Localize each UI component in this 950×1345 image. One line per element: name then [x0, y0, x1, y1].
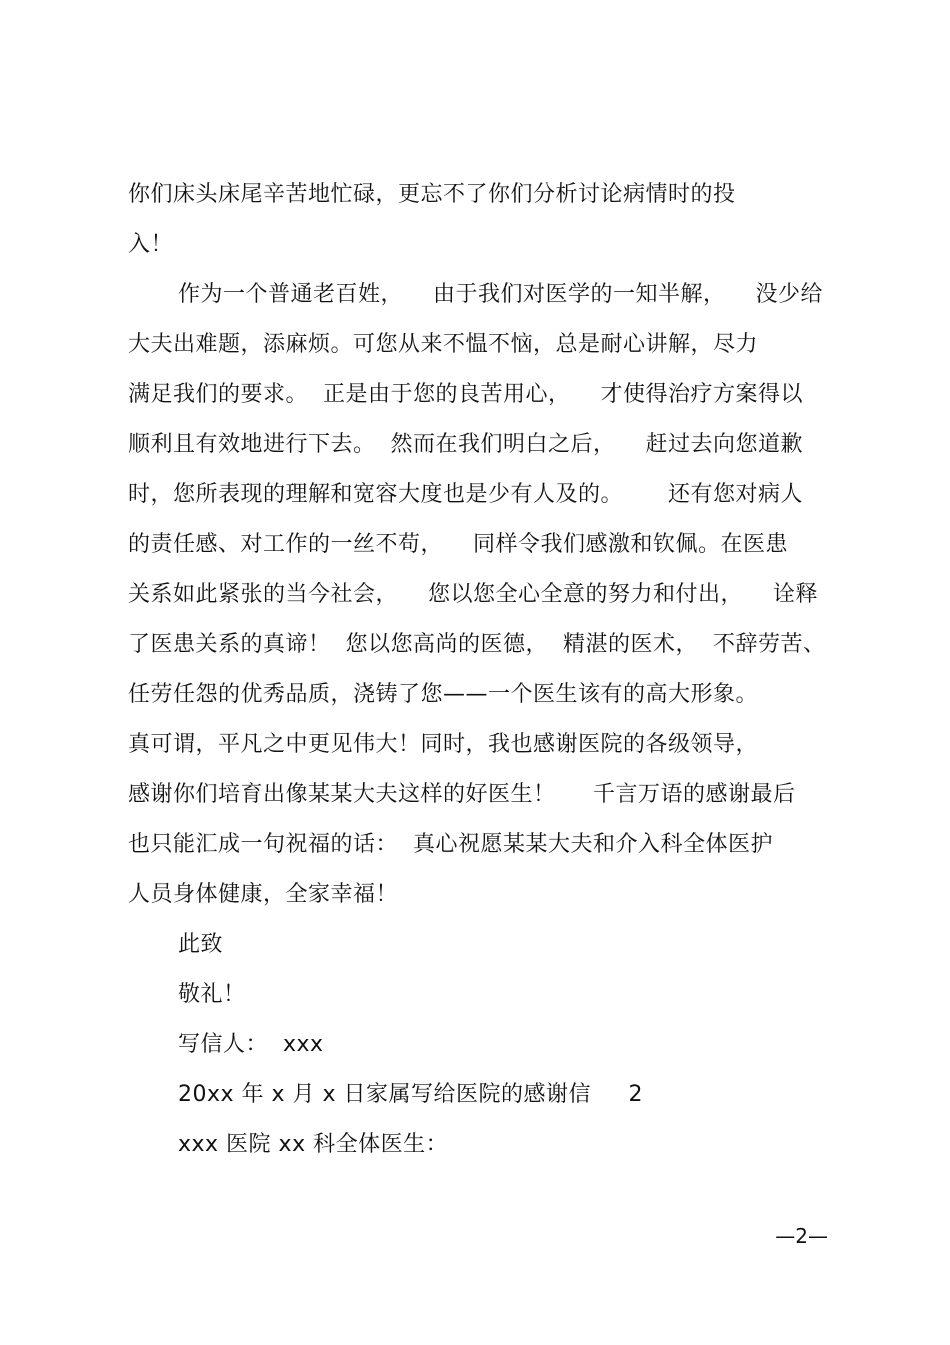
- body-text-line: 入！: [128, 232, 174, 257]
- body-text-line: 真可谓，平凡之中更见伟大！同时，我也感谢医院的各级领导，: [128, 732, 759, 757]
- body-text-line: 感谢你们培育出像某某大夫这样的好医生！ 千言万语的感谢最后: [128, 782, 796, 807]
- next-letter-greeting: xxx 医院 xx 科全体医生：: [178, 1132, 449, 1157]
- letter-writer: 写信人： xxx: [178, 1032, 324, 1057]
- closing-salutation: 此致: [178, 932, 224, 957]
- closing-regards: 敬礼！: [178, 982, 246, 1007]
- body-text-line: 人员身体健康，全家幸福！: [128, 882, 399, 907]
- paragraph-first-line: 作为一个普通老百姓， 由于我们对医学的一知半解， 没少给: [178, 282, 823, 307]
- page-number: —2—: [775, 1224, 828, 1248]
- body-text-line: 顺利且有效地进行下去。 然而在我们明白之后， 赶过去向您道歉: [128, 432, 803, 457]
- body-text-line: 的责任感、对工作的一丝不苟， 同样令我们感激和钦佩。在医患: [128, 532, 788, 557]
- body-text-line: 了医患关系的真谛！ 您以您高尚的医德， 精湛的医术， 不辞劳苦、: [128, 632, 826, 657]
- body-text-line: 时，您所表现的理解和宽容大度也是少有人及的。 还有您对病人: [128, 482, 803, 507]
- next-letter-title: 20xx 年 x 月 x 日家属写给医院的感谢信 2: [178, 1082, 644, 1107]
- body-text-line: 也只能汇成一句祝福的话： 真心祝愿某某大夫和介入科全体医护: [128, 832, 773, 857]
- body-text-line: 关系如此紧张的当今社会， 您以您全心全意的努力和付出， 诠释: [128, 582, 818, 607]
- body-text-line: 大夫出难题，添麻烦。可您从来不愠不恼，总是耐心讲解，尽力: [128, 332, 759, 357]
- body-text-line: 任劳任怨的优秀品质，浇铸了您——一个医生该有的高大形象。: [128, 682, 759, 707]
- body-text-line: 满足我们的要求。 正是由于您的良苦用心， 才使得治疗方案得以: [128, 382, 803, 407]
- body-text-line: 你们床头床尾辛苦地忙碌，更忘不了你们分析讨论病情时的投: [128, 182, 736, 207]
